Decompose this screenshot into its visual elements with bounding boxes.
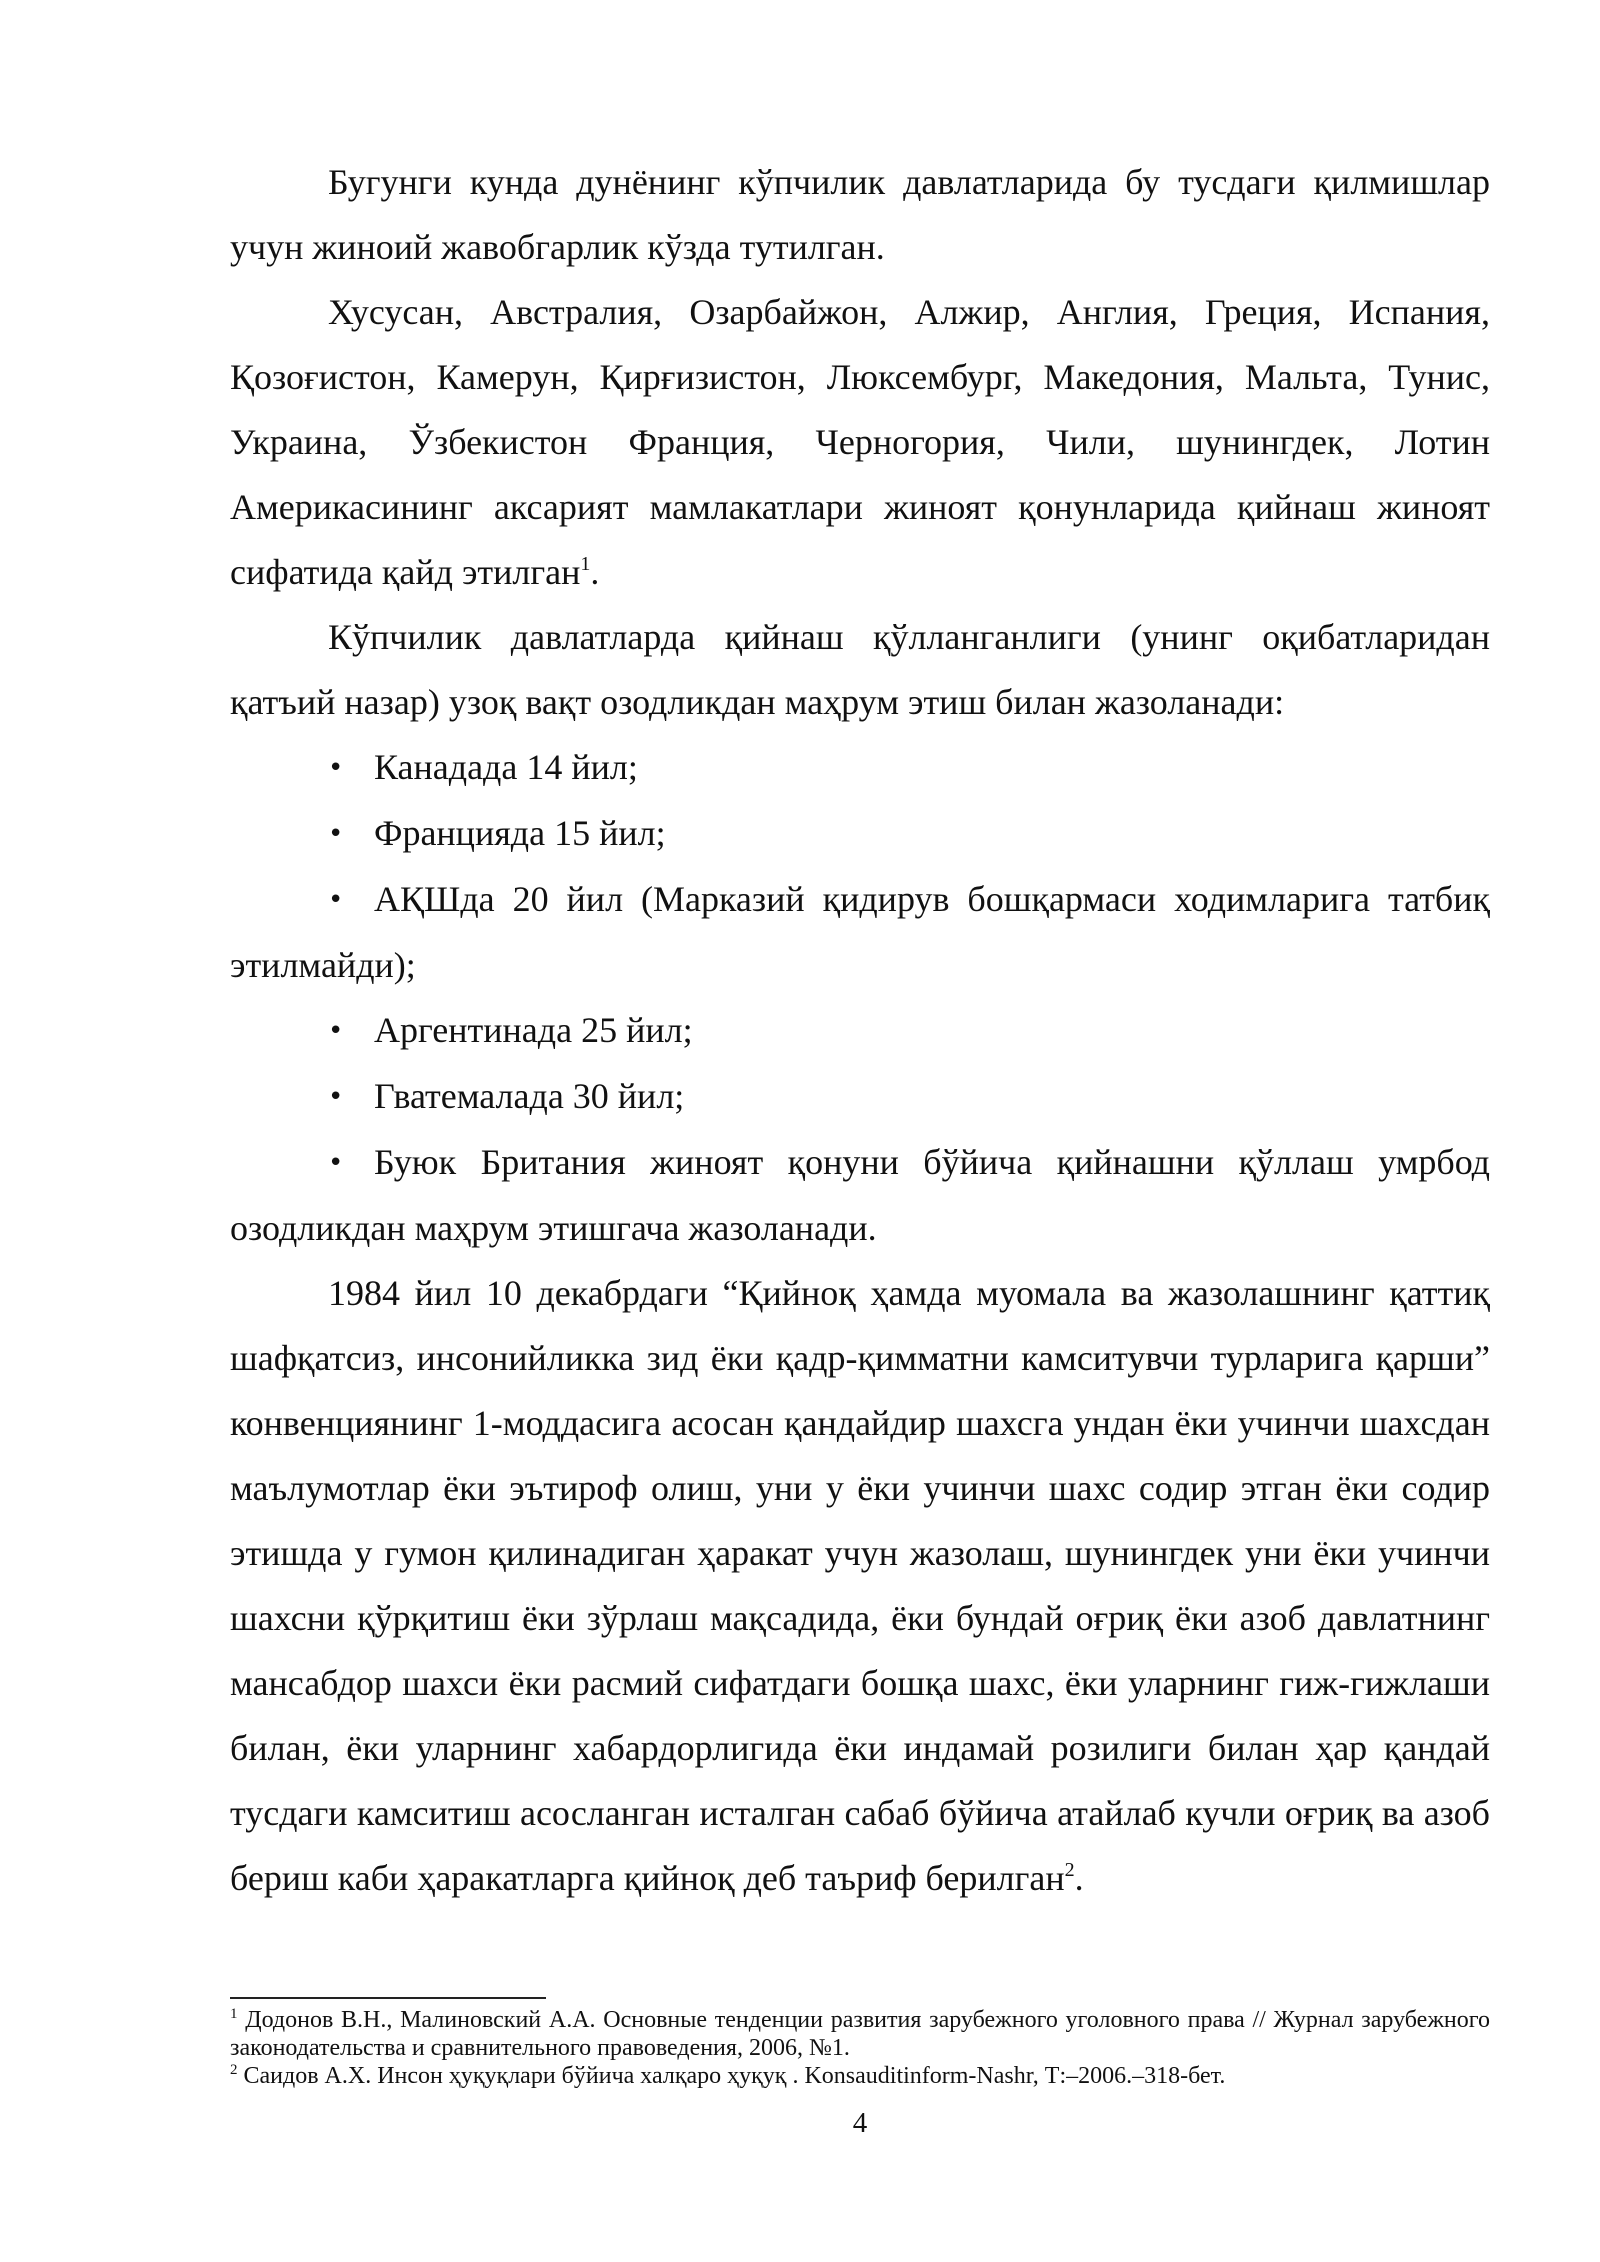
footnote-1-text: Додонов В.Н., Малиновский А.А. Основные тенденции развития зарубежного уголовного права // Журнал зарубежного законодательства и сравнительного правоведения, 2006, №1. <box>230 2007 1491 2061</box>
footnote-2 <box>230 2062 1490 2090</box>
bullet-icon: • <box>328 819 344 849</box>
paragraph-4-period: . <box>1074 1858 1084 1898</box>
paragraph-3 <box>230 605 1490 735</box>
bullet-item-text: АҚШда 20 йил (Марказий қидирув бошқармаси ходимларига татбиқ этилмайди); <box>230 879 1490 985</box>
bullet-item <box>230 998 1490 1064</box>
body-text <box>230 150 1490 1911</box>
footnote-ref-1[interactable]: 1 <box>580 553 591 575</box>
bullet-item-text: Канадада 14 йил; <box>374 747 638 787</box>
paragraph-2-text: Хусусан, Австралия, Озарбайжон, Алжир, Англия, Греция, Испания, Қозоғистон, Камерун, Қирғизистон, Люксембург, Македония, Мальта, Тунис, Украина, Ўзбекистон Франция, Черногория, Чили, шунингдек, Лотин Америкасининг аксарият мамлакатлари жиноят қонунларида қийнаш жиноят сифатида қайд этилган <box>230 292 1490 592</box>
footnote-ref-2[interactable]: 2 <box>1064 1859 1075 1881</box>
bullet-item-text: Аргентинада 25 йил; <box>374 1010 693 1050</box>
paragraph-2-period: . <box>590 552 600 592</box>
bullet-item <box>230 801 1490 867</box>
page-number: 4 <box>852 2107 868 2139</box>
footnote-1 <box>230 2006 1490 2062</box>
bullet-icon: • <box>328 885 344 915</box>
paragraph-1 <box>230 150 1490 280</box>
bullet-item <box>230 867 1490 998</box>
bullet-item-text: Гватемалада 30 йил; <box>374 1076 685 1116</box>
bullet-item-text: Буюк Британия жиноят қонуни бўйича қийнашни қўллаш умрбод озодликдан маҳрум этишгача жазоланади. <box>230 1142 1490 1248</box>
bullet-item <box>230 735 1490 801</box>
bullet-icon: • <box>328 1082 344 1112</box>
footnote-separator <box>230 1997 546 1999</box>
bullet-item <box>230 1064 1490 1130</box>
bullet-item <box>230 1130 1490 1261</box>
paragraph-3-text: Кўпчилик давлатларда қийнаш қўлланганлиги (унинг оқибатларидан қатъий назар) узоқ вақт озодликдан маҳрум этиш билан жазоланади: <box>230 617 1490 722</box>
paragraph-4 <box>230 1261 1490 1911</box>
bullet-item-text: Францияда 15 йил; <box>374 813 666 853</box>
bullet-icon: • <box>328 753 344 783</box>
paragraph-4-text: 1984 йил 10 декабрдаги “Қийноқ ҳамда муомала ва жазолашнинг қаттиқ шафқатсиз, инсонийликка зид ёки қадр-қимматни камситувчи турларига қарши” конвенциянинг 1-моддасига асосан қандайдир шахсга ундан ёки учинчи шахсдан маълумотлар ёки эътироф олиш, уни у ёки учинчи шахс содир этган ёки содир этишда у гумон қилинадиган ҳаракат учун жазолаш, шунингдек уни ёки учинчи шахсни қўрқитиш ёки зўрлаш мақсадида, ёки бундай оғриқ ёки азоб давлатнинг мансабдор шахси ёки расмий сифатдаги бошқа шахс, ёки уларнинг гиж-гижлаши билан, ёки уларнинг хабардорлигида ёки индамай розилиги билан ҳар қандай тусдаги камситиш асосланган исталган сабаб бўйича атайлаб кучли оғриқ ва азоб бериш каби ҳаракатларга қийноқ деб таъриф берилган <box>230 1273 1490 1898</box>
bullet-list <box>230 735 1490 1261</box>
bullet-icon: • <box>328 1016 344 1046</box>
bullet-icon: • <box>328 1148 344 1178</box>
paragraph-2 <box>230 280 1490 605</box>
footnotes <box>230 2006 1490 2090</box>
footnote-2-text: Саидов А.Х. Инсон ҳуқуқлари бўйича халқаро ҳуқуқ . Konsauditinform-Nashr, Т:–2006.–318-бет. <box>243 2063 1226 2089</box>
footnote-1-number: 1 <box>230 2006 238 2022</box>
footnote-2-number: 2 <box>230 2062 238 2078</box>
paragraph-1-text: Бугунги кунда дунёнинг кўпчилик давлатларида бу тусдаги қилмишлар учун жиноий жавобгарлик кўзда тутилган. <box>230 162 1490 267</box>
